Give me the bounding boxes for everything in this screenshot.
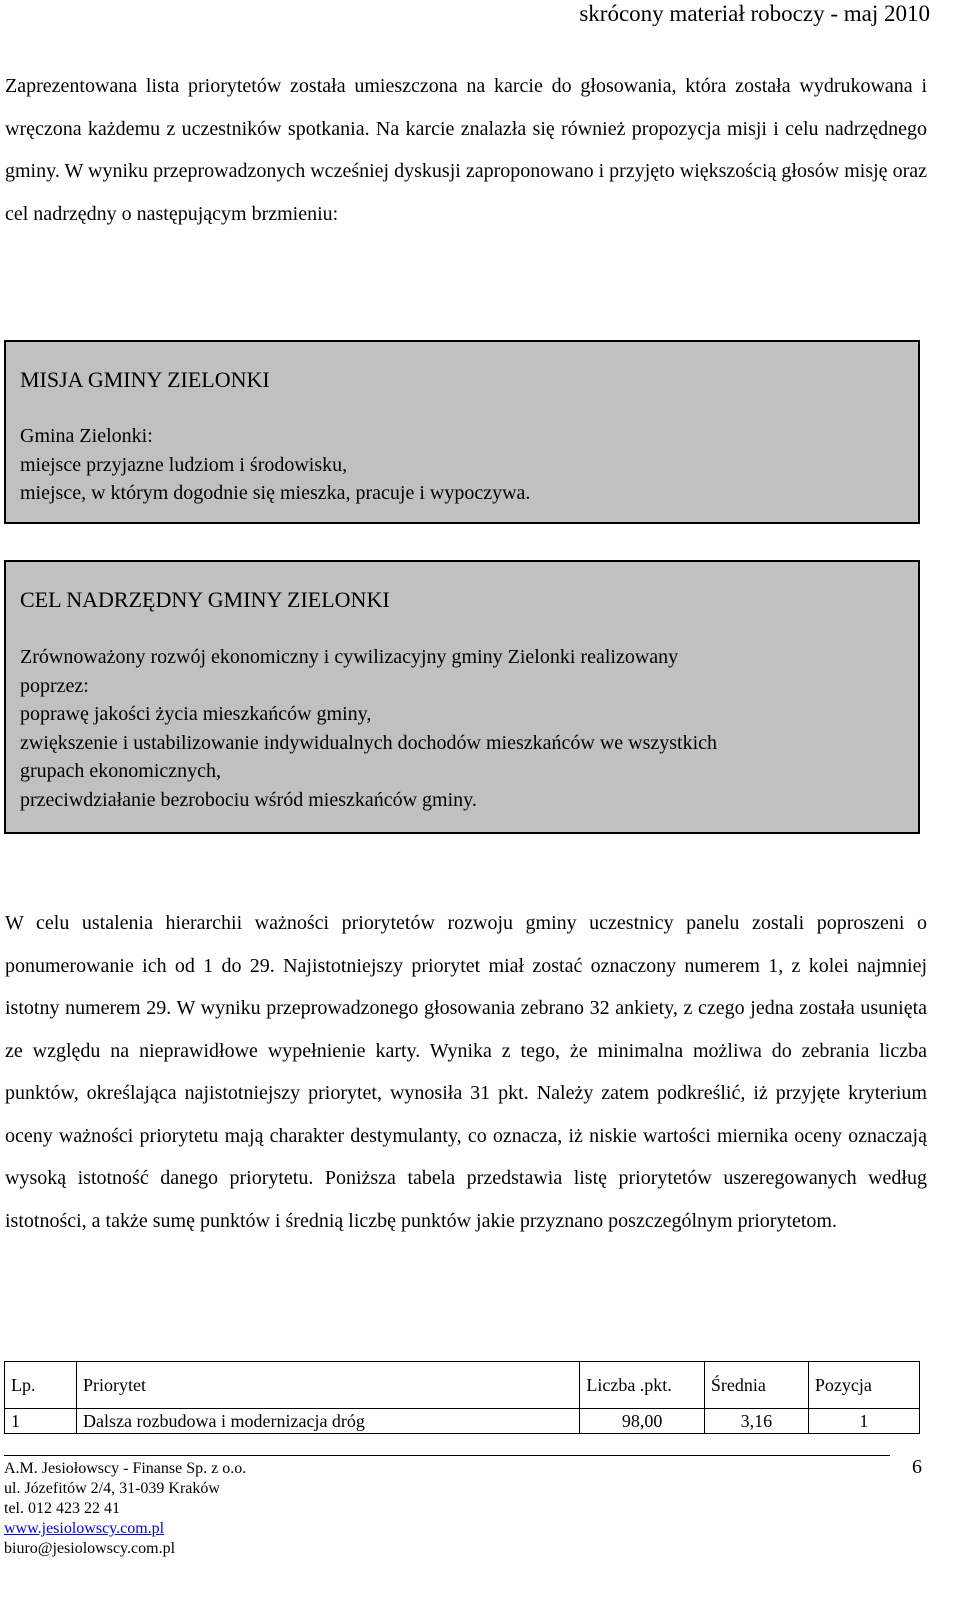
goal-line: zwiększenie i ustabilizowanie indywidualnych dochodów mieszkańców we wszystkich (20, 731, 718, 754)
goal-line: Zrównoważony rozwój ekonomiczny i cywilizacyjny gminy Zielonki realizowany (20, 646, 679, 668)
header-cell-points: Liczba .pkt. (580, 1362, 705, 1409)
mission-body (20, 422, 530, 508)
table-cell: 3,16 (704, 1409, 808, 1434)
goal-line: przeciwdziałanie bezrobociu wśród mieszkańców gminy. (20, 788, 477, 811)
table-cell: Dalsza rozbudowa i modernizacja dróg (77, 1409, 580, 1434)
goal-body (20, 643, 900, 814)
mission-box (4, 340, 920, 524)
table-header-row (5, 1362, 920, 1409)
header-cell-lp: Lp. (5, 1362, 77, 1409)
header-cell-priority: Priorytet (77, 1362, 580, 1409)
footer-phone: tel. 012 423 22 41 (4, 1500, 120, 1517)
mission-line: miejsce, w którym dogodnie się mieszka, pracuje i wypoczywa. (20, 482, 531, 504)
page-header: skrócony materiał roboczy - maj 2010 (579, 1, 930, 26)
mission-line: Gmina Zielonki: (20, 425, 153, 447)
goal-title: CEL NADRZĘDNY GMINY ZIELONKI (20, 587, 390, 612)
mission-title: MISJA GMINY ZIELONKI (20, 367, 270, 392)
goal-box (4, 560, 920, 834)
table-cell: 1 (808, 1409, 919, 1434)
header-cell-position: Pozycja (808, 1362, 919, 1409)
footer-website-link[interactable]: www.jesiolowscy.com.pl (4, 1520, 165, 1537)
intro-paragraph: Zaprezentowana lista priorytetów została umieszczona na karcie do głosowania, która została wydrukowana i wręczona każdemu z uczestników spotkania. Na karcie znalazła się również propozycja misji i celu nadrzędnego gminy. W wyniku przeprowadzonych wcześniej dyskusji zaproponowano i przyjęto większością głosów misję oraz cel nadrzędny o następującym brzmieniu: (5, 75, 927, 225)
footer-divider (4, 1455, 890, 1456)
goal-line: poprawę jakości życia mieszkańców gminy, (20, 703, 372, 725)
goal-line: grupach ekonomicznych, (20, 760, 222, 782)
methodology-paragraph: W celu ustalenia hierarchii ważności priorytetów rozwoju gminy uczestnicy panelu zostali poproszeni o ponumerowanie ich od 1 do 29. Najistotniejszy priorytet miał zostać oznaczony numerem 1, z kolei najmniej istotny numerem 29. W wyniku przeprowadzonego głosowania zebrano 32 ankiety, z czego jedna została usunięta ze względu na nieprawidłowe wypełnienie karty. Wynika z tego, że minimalna możliwa do zebrania liczba punktów, określająca najistotniejszy priorytet, wynosiła 31 pkt. Należy zatem podkreślić, iż przyjęte kryterium oceny ważności priorytetu mają charakter destymulanty, co oznacza, iż niskie wartości miernika oceny oznaczają wysoką istotność danego priorytetu. Poniższa tabela przedstawia listę priorytetów uszeregowanych według istotności, a także sumę punktów i średnią liczbę punktów jakie przyznano poszczególnym priorytetom. (5, 912, 927, 1232)
header-cell-average: Średnia (704, 1362, 808, 1409)
priorities-table (4, 1361, 920, 1434)
page-number: 6 (912, 1456, 922, 1478)
table-cell: 98,00 (580, 1409, 705, 1434)
page-footer (4, 1459, 246, 1559)
mission-line: miejsce przyjazne ludziom i środowisku, (20, 453, 348, 476)
footer-company: A.M. Jesiołowscy - Finanse Sp. z o.o. (4, 1460, 247, 1477)
footer-email: biuro@jesiolowscy.com.pl (4, 1540, 176, 1557)
goal-line: poprzez: (20, 674, 89, 697)
footer-address: ul. Józefitów 2/4, 31-039 Kraków (4, 1480, 220, 1497)
table-row (5, 1409, 920, 1434)
table-cell: 1 (5, 1409, 77, 1434)
